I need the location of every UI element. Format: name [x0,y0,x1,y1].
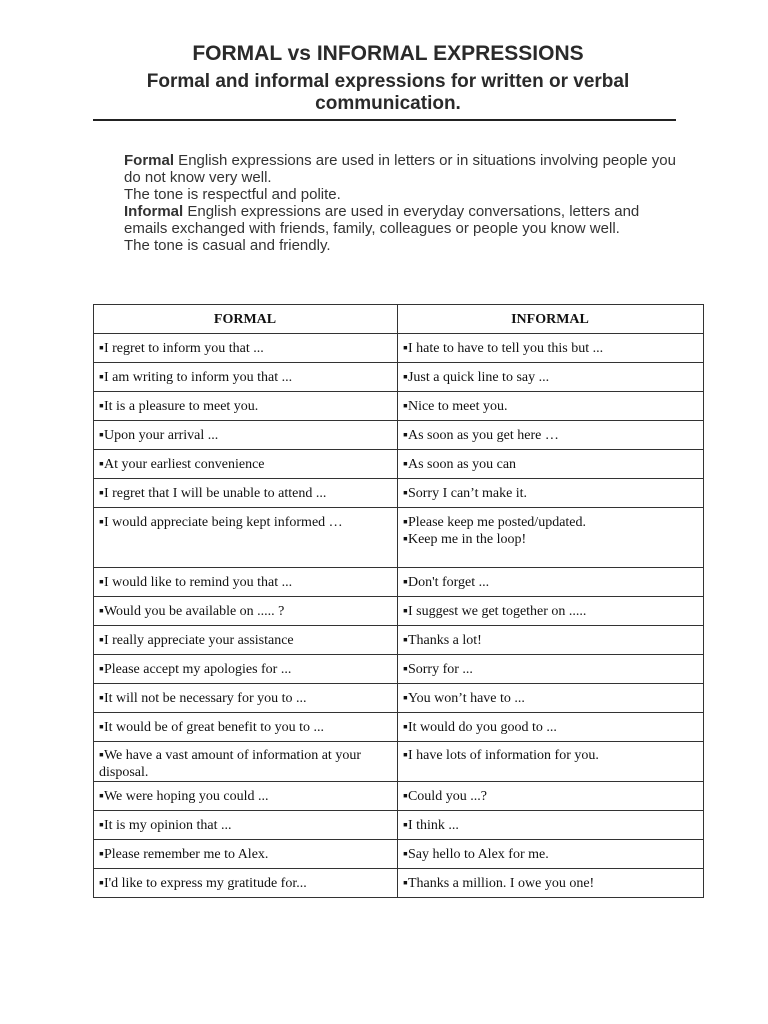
table-row [94,684,704,713]
informal-expression: ▪Could you ...? [403,789,487,804]
table-row [94,713,704,742]
table-row [94,597,704,626]
formal-expression-cell: ▪Please accept my apologies for ... [94,655,398,684]
expressions-table [93,304,704,898]
informal-expression: ▪As soon as you can [403,457,517,472]
table-row [94,782,704,811]
informal-expression: ▪I suggest we get together on ..... [403,604,587,619]
informal-expression: ▪You won’t have to ... [403,691,525,706]
table-row [94,742,704,782]
title-divider [93,119,676,121]
informal-expression: ▪I have lots of information for you. [403,748,599,763]
formal-expression-cell: ▪We have a vast amount of information at your disposal. [94,742,398,782]
informal-expression-cell [398,840,704,869]
formal-expression-cell: ▪It is a pleasure to meet you. [94,392,398,421]
formal-expression-cell: ▪It is my opinion that ... [94,811,398,840]
formal-expression-cell: ▪Upon your arrival ... [94,421,398,450]
table-row [94,655,704,684]
intro-paragraph [124,152,684,254]
informal-expression: ▪Keep me in the loop! [403,532,527,547]
informal-expression: ▪Say hello to Alex for me. [403,847,549,862]
informal-text: English expressions are used in everyday conversations, letters and emails exchanged with friends, family, colleagues or people you know well. [124,203,640,237]
formal-expression-cell: ▪It will not be necessary for you to ... [94,684,398,713]
informal-tone: The tone is casual and friendly. [124,237,331,254]
informal-expression: ▪Please keep me posted/updated. [403,515,587,530]
formal-expression-cell: ▪I would like to remind you that ... [94,568,398,597]
table-row [94,421,704,450]
informal-expression-cell [398,597,704,626]
column-header-formal: FORMAL [94,305,398,334]
formal-expression-cell: ▪I regret to inform you that ... [94,334,398,363]
informal-expression: ▪Sorry I can’t make it. [403,486,528,501]
informal-expression: ▪Thanks a lot! [403,633,482,648]
informal-expression-cell [398,684,704,713]
informal-expression-cell [398,450,704,479]
informal-expression: ▪Thanks a million. I owe you one! [403,876,595,891]
informal-expression: ▪As soon as you get here … [403,428,559,443]
table-row [94,869,704,898]
informal-expression-cell [398,869,704,898]
table-row [94,479,704,508]
page-subtitle: Formal and informal expressions for written or verbal communication. [146,71,630,114]
informal-expression-cell [398,334,704,363]
table-row [94,334,704,363]
table-row [94,363,704,392]
informal-expression-cell [398,626,704,655]
table-row [94,626,704,655]
formal-text: English expressions are used in letters or in situations involving people you do not know very well. [124,152,676,186]
informal-expression: ▪I think ... [403,818,459,833]
formal-tone: The tone is respectful and polite. [124,186,341,203]
table-row [94,811,704,840]
informal-expression: ▪It would do you good to ... [403,720,557,735]
table-row [94,392,704,421]
informal-expression: ▪Nice to meet you. [403,399,508,414]
informal-expression-cell [398,655,704,684]
informal-expression: ▪Sorry for ... [403,662,473,677]
informal-expression-cell [398,421,704,450]
formal-expression-cell: ▪We were hoping you could ... [94,782,398,811]
formal-expression-cell: ▪I regret that I will be unable to attend ... [94,479,398,508]
formal-term: Formal [124,152,175,169]
informal-expression-cell [398,782,704,811]
formal-expression-cell: ▪At your earliest convenience [94,450,398,479]
table-header-row [94,305,704,334]
informal-term: Informal [124,203,184,220]
informal-expression-cell [398,742,704,782]
page-title: FORMAL vs INFORMAL EXPRESSIONS [192,42,584,65]
informal-expression: ▪Just a quick line to say ... [403,370,550,385]
informal-expression-cell [398,508,704,568]
informal-expression-cell [398,568,704,597]
table-row [94,450,704,479]
informal-expression-cell [398,713,704,742]
informal-expression: ▪I hate to have to tell you this but ... [403,341,604,356]
informal-expression-cell [398,811,704,840]
table-row [94,568,704,597]
informal-expression: ▪Don't forget ... [403,575,490,590]
formal-expression-cell: ▪It would be of great benefit to you to ... [94,713,398,742]
formal-expression-cell: ▪I am writing to inform you that ... [94,363,398,392]
informal-expression-cell [398,392,704,421]
formal-expression-cell: ▪Please remember me to Alex. [94,840,398,869]
formal-expression-cell: ▪I would appreciate being kept informed … [94,508,398,568]
informal-description [124,203,684,237]
formal-expression-cell: ▪I'd like to express my gratitude for... [94,869,398,898]
informal-expression-cell [398,479,704,508]
table-row [94,508,704,568]
formal-expression-cell: ▪I really appreciate your assistance [94,626,398,655]
informal-expression-cell [398,363,704,392]
column-header-informal: INFORMAL [398,305,704,334]
formal-expression-cell: ▪Would you be available on ..... ? [94,597,398,626]
formal-description [124,152,684,186]
table-row [94,840,704,869]
